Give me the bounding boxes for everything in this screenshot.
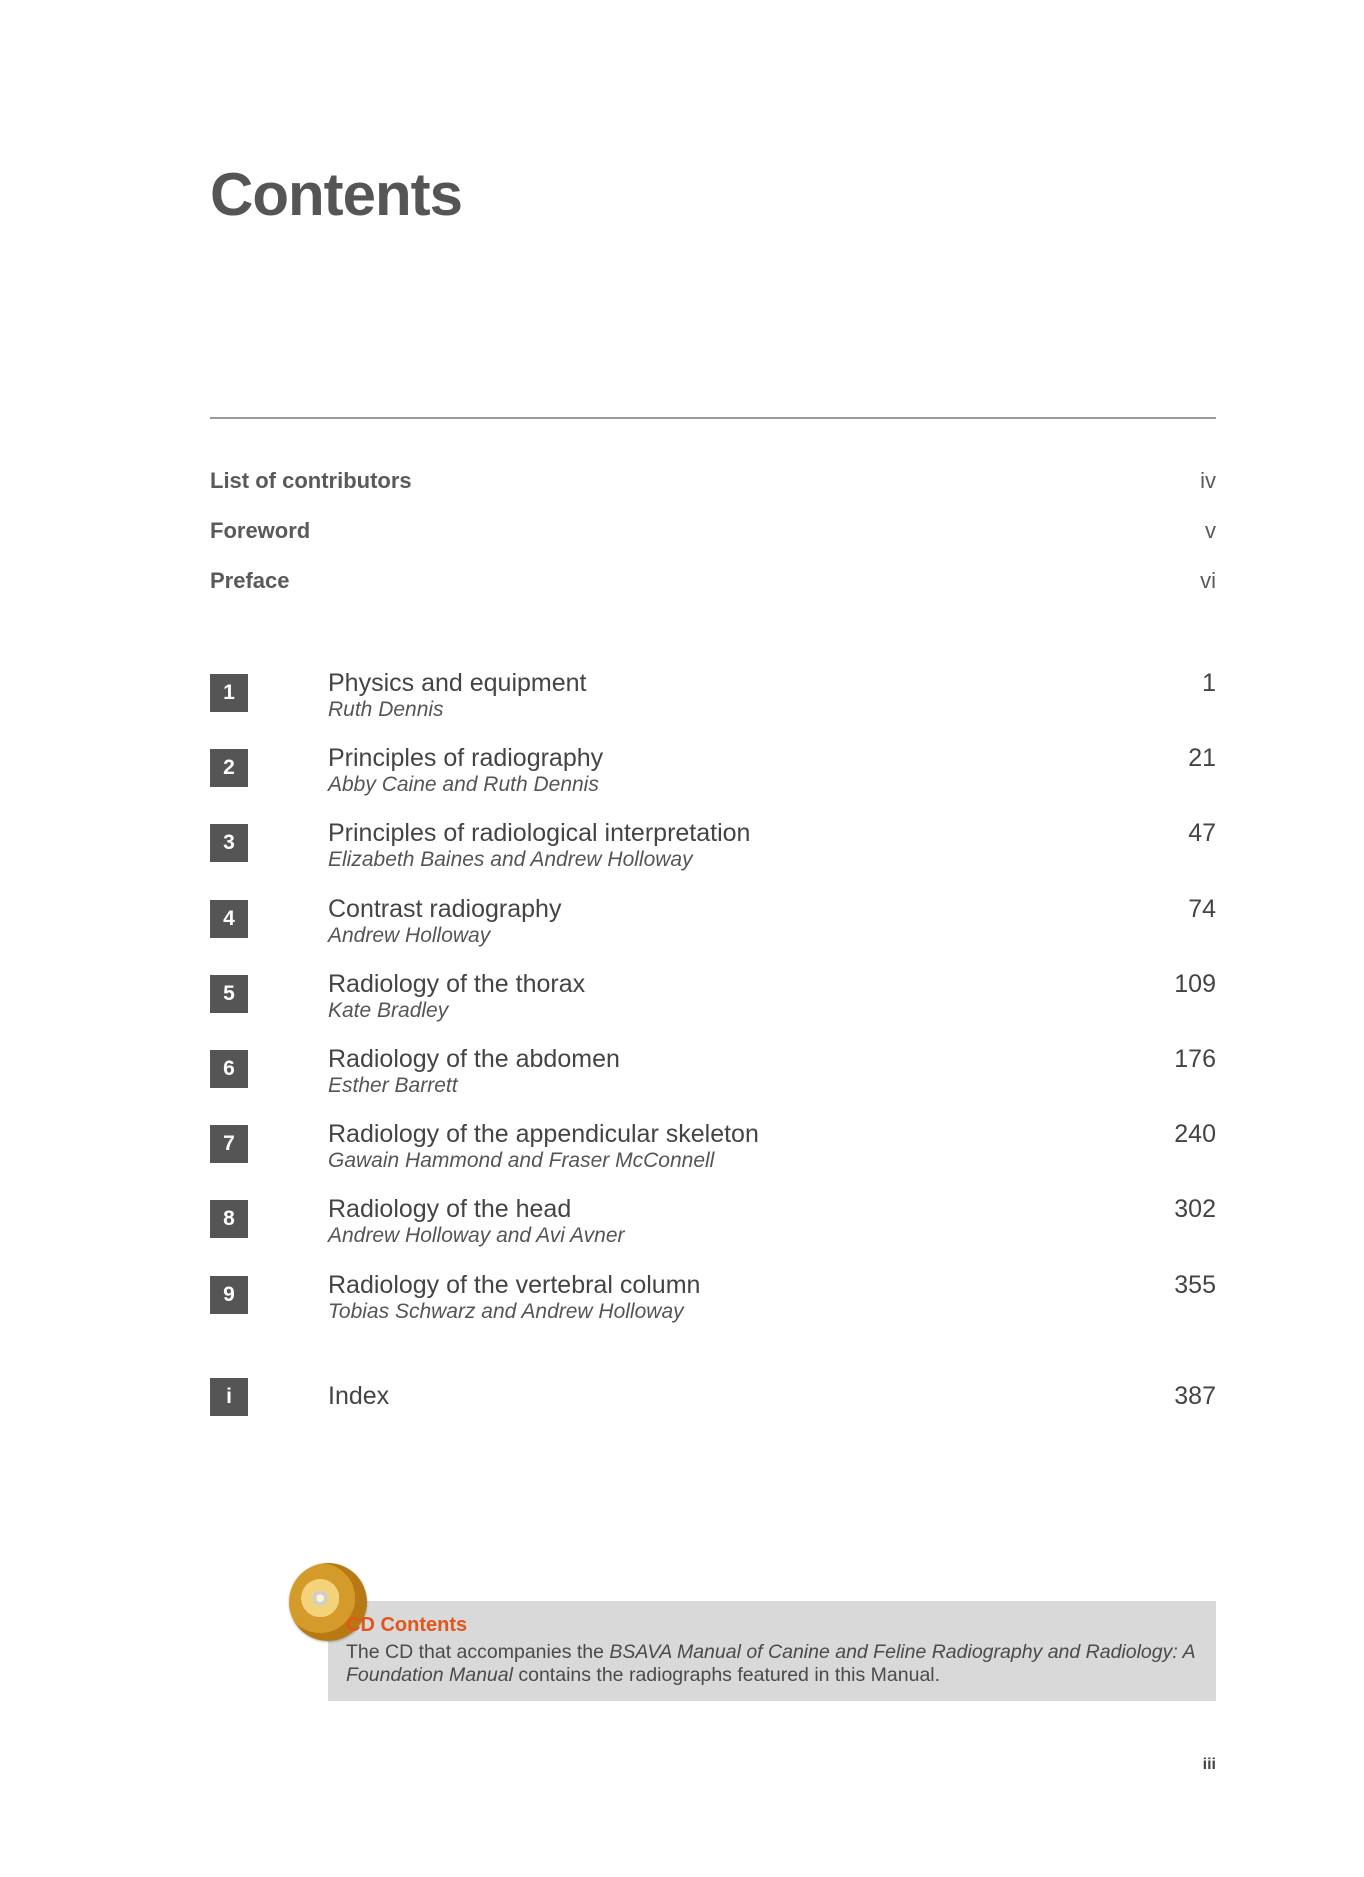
cd-text-title: BSAVA Manual of Canine and Feline Radiography and Radiology: A Foundation Manual (346, 1641, 1195, 1686)
index-title: Index (328, 1382, 390, 1410)
chapter-author: Abby Caine and Ruth Dennis (328, 773, 599, 797)
front-matter-label: Preface (210, 568, 290, 593)
chapter-item[interactable] (210, 818, 1216, 893)
chapter-number: 3 (210, 824, 248, 862)
cd-text-after: contains the radiographs featured in this Manual. (512, 1664, 941, 1686)
front-matter-label: List of contributors (210, 468, 412, 493)
chapter-number: 1 (210, 674, 248, 712)
chapter-page: 240 (1174, 1120, 1216, 1149)
chapter-author: Elizabeth Baines and Andrew Holloway (328, 848, 693, 872)
chapter-number: 6 (210, 1050, 248, 1088)
chapter-page: 302 (1174, 1195, 1216, 1224)
cd-contents-heading: CD Contents (346, 1614, 468, 1636)
page-number: iii (1202, 1756, 1216, 1773)
chapter-author: Ruth Dennis (328, 698, 444, 721)
chapter-item[interactable] (210, 969, 1216, 1044)
chapter-list (210, 668, 1216, 1345)
chapter-author: Tobias Schwarz and Andrew Holloway (328, 1299, 684, 1323)
chapter-title: Radiology of the thorax (328, 969, 586, 998)
chapter-item[interactable] (210, 1194, 1216, 1269)
chapter-number: 4 (210, 900, 248, 938)
front-matter-list (210, 468, 1216, 618)
chapter-item[interactable] (210, 1270, 1216, 1345)
chapter-item[interactable] (210, 1044, 1216, 1119)
chapter-title: Radiology of the abdomen (328, 1044, 620, 1073)
chapter-item[interactable] (210, 1119, 1216, 1194)
index-item[interactable] (210, 1376, 1216, 1426)
chapter-item[interactable] (210, 743, 1216, 818)
chapter-author: Andrew Holloway (328, 923, 491, 947)
cd-text-before: The CD that accompanies the (346, 1641, 610, 1663)
index-number: i (210, 1378, 248, 1416)
chapter-number: 8 (210, 1200, 248, 1238)
chapter-page: 47 (1188, 819, 1216, 848)
front-matter-page: v (1205, 518, 1216, 543)
chapter-page: 109 (1174, 969, 1216, 998)
chapter-page: 355 (1174, 1270, 1216, 1299)
chapter-title: Principles of radiological interpretation (328, 819, 751, 848)
index-page: 387 (1174, 1382, 1216, 1410)
front-matter-page: vi (1200, 568, 1216, 593)
page-title: Contents (210, 161, 462, 228)
front-matter-label: Foreword (210, 518, 311, 543)
chapter-title: Physics and equipment (328, 669, 587, 697)
chapter-author: Kate Bradley (328, 998, 449, 1022)
front-matter-item[interactable] (210, 468, 1216, 518)
front-matter-item[interactable] (210, 568, 1216, 618)
chapter-page: 176 (1174, 1044, 1216, 1073)
chapter-title: Radiology of the appendicular skeleton (328, 1120, 759, 1149)
chapter-item[interactable] (210, 894, 1216, 969)
chapter-author: Andrew Holloway and Avi Avner (328, 1224, 625, 1248)
chapter-title: Contrast radiography (328, 894, 562, 923)
chapter-number: 9 (210, 1276, 248, 1314)
chapter-author: Esther Barrett (328, 1073, 458, 1097)
chapter-number: 7 (210, 1125, 248, 1163)
chapter-title: Radiology of the vertebral column (328, 1270, 701, 1299)
chapter-page: 74 (1188, 894, 1216, 923)
chapter-number: 5 (210, 975, 248, 1013)
chapter-author: Gawain Hammond and Fraser McConnell (328, 1149, 715, 1173)
chapter-item[interactable] (210, 668, 1216, 743)
chapter-title: Radiology of the head (328, 1195, 572, 1224)
front-matter-item[interactable] (210, 518, 1216, 568)
chapter-title: Principles of radiography (328, 744, 604, 773)
chapter-page: 1 (1202, 669, 1216, 697)
cd-contents-text (346, 1641, 1206, 1687)
front-matter-page: iv (1200, 468, 1216, 493)
divider (210, 417, 1216, 419)
chapter-page: 21 (1188, 744, 1216, 773)
chapter-number: 2 (210, 749, 248, 787)
